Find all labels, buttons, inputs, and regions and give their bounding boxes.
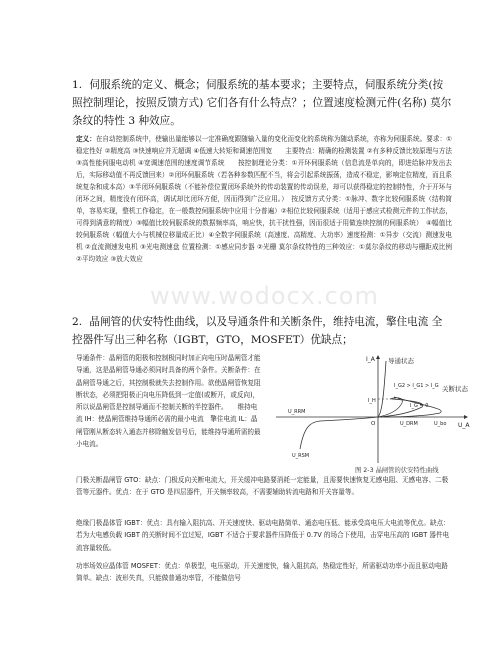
watermark: www.wodocx.com bbox=[150, 282, 379, 310]
ig-label: I_G2 > I_G1 > I_G bbox=[394, 383, 439, 389]
ua-label: U_A bbox=[458, 422, 470, 429]
ih-label: I_H bbox=[368, 398, 376, 404]
thyristor-iv-curve-figure bbox=[270, 353, 470, 465]
gto-paragraph: 门极关断晶闸管 GTO：缺点：门极反向关断电流大，开关缓冲电路要消耗一定能量，且需要快速恢复无感电阻、无感电容、二极管等元器件。优点：在于 GTO 是四层器件，开关频率较高，不需要辅助转流电路和开关容量等。 bbox=[76, 476, 449, 497]
reverse-block-label: 关断状态 bbox=[442, 385, 468, 393]
answer-1 bbox=[76, 133, 452, 265]
question-2-number: 2. bbox=[72, 316, 83, 328]
ursm-label: U_RSM bbox=[292, 453, 310, 459]
udrm-label: U_DRM bbox=[400, 421, 418, 427]
answer-1-text: 在自动控制系统中，使输出量能够以一定准确度跟随输入量的变化而变化的系统称为随动系统，亦称为伺服系统。要求：①稳定性好 ②精度高 ③快速响应并无超调 ④低速大转矩和调速范围宽 主要特点：精确的检测装置 ②有多种反馈比较原理与方法 ③高性能伺服电动机 ④宽调速范围的速度调节系统 按控制理论分类：①开环伺服系统（信息流是单向的，即进给脉冲发出去后，实际移动值不再反馈回来）②闭环伺服系统（若各种参数匹配不当，将会引起系统振荡，造成不稳定，影响定位精度，而且系统复杂和成本高）③半闭环伺服系统（不能补偿位置闭环系统外的传动装置的传动误差，却可以获得稳定的控制特性，介于开环与闭环之间，精度没有闭环高，调试却比闭环方便，因而得到广泛应用。） 按反馈方式分类：①脉冲、数字比较伺服系统（结构简单，容易实现，整机工作稳定，在一般数控伺服系统中应用十分普遍）②相位比较伺服系统（适用于感应式检测元件的工作状态，可得到满意的精度）③幅值比较伺服系统的数据频率高，响应快，抗干扰性强，因而很适于用做连续控制的伺服系统） ④幅值比较伺服系统（幅值大小与机械位移量成正比）④全数字伺服系统（高速度、高精度、大功率）速度检测：①异步（交流）测速发电机 ②直流测速发电机 ③光电测速盘 位置检测：①感应同步器 ②光栅 莫尔条纹特性的三种效应：①莫尔条纹的移动与栅距成比例 ②平均效应 ③放大效应 bbox=[76, 135, 452, 263]
question-1-number: 1. bbox=[72, 79, 83, 91]
conduction-conditions bbox=[76, 352, 262, 450]
mosfet-paragraph: 功率场效应晶体管 MOSFET：优点：单极型，电压驱动，开关速度快，输入阻抗高，热稳定性好，所需驱动功率小而且驱动电路简单。缺点：波形失真，只能做普通功率管，不能做信号 bbox=[76, 562, 449, 583]
forward-conduction-curve bbox=[378, 361, 386, 417]
origin-label: O bbox=[371, 421, 376, 427]
ig0-label: I_G = 0 bbox=[410, 403, 429, 409]
figure-caption: 图 2-3 晶闸管的伏安特性曲线 bbox=[355, 467, 439, 474]
question-2-text: 晶闸管的伏安特性曲线，以及导通条件和关断条件，维持电流，擎住电流 全控器件写出三种名称（IGBT，GTO，MOSFET）优缺点； bbox=[72, 316, 443, 346]
urrm-label: U_RRM bbox=[288, 409, 306, 415]
reverse-curve bbox=[300, 417, 378, 449]
ubo-label: U_bo bbox=[434, 421, 447, 427]
igbt-paragraph: 绝缘门极晶体管 IGBT：优点：具有输入阻抗高、开关速度快、驱动电路简单、通态电压低、能承受高电压大电流等优点。缺点：若为大电感负载 IGBT 的关断时间不宜过短，IGBT 不适合于要求器件压降低于 0.7V 的场合下使用，击穿电压高的 IGBT 器件电流容量较低。 bbox=[76, 519, 450, 552]
ia-label: I_A bbox=[366, 356, 375, 363]
question-1-text: 伺服系统的定义、概念；伺服系统的基本要求；主要特点，伺服系统分类(按照控制理论，按照反馈方式) 它们各有什么特点？；位置速度检测元件(名称) 莫尔条纹的特性 3 种效应。 bbox=[72, 79, 452, 127]
forward-conduction-label: 导通状态 bbox=[388, 357, 414, 365]
conduction-conditions-text: 导通条件：晶闸管的阳极和控制极同时加正向电压时晶闸管才能导通，这是晶闸管导通必须同时具备的两个条件。关断条件：在晶闸管导通之后，其控制极就失去控制作用。欲使晶闸管恢复阻断状态，必须把阳极正向电压降低到一定值(或断开，或反向)，所以说晶闸管是控制导通而不控制关断的半控器件。 维持电流 IH：使晶闸管维持导通所必需的最小电流 擎住电流 IL：晶闸管刚从断态转入通态并移除触发信号后，能维持导通所需的最小电流。 bbox=[76, 354, 261, 449]
question-2 bbox=[72, 313, 452, 349]
answer-1-label: 定义： bbox=[76, 135, 96, 143]
question-1 bbox=[72, 76, 452, 130]
